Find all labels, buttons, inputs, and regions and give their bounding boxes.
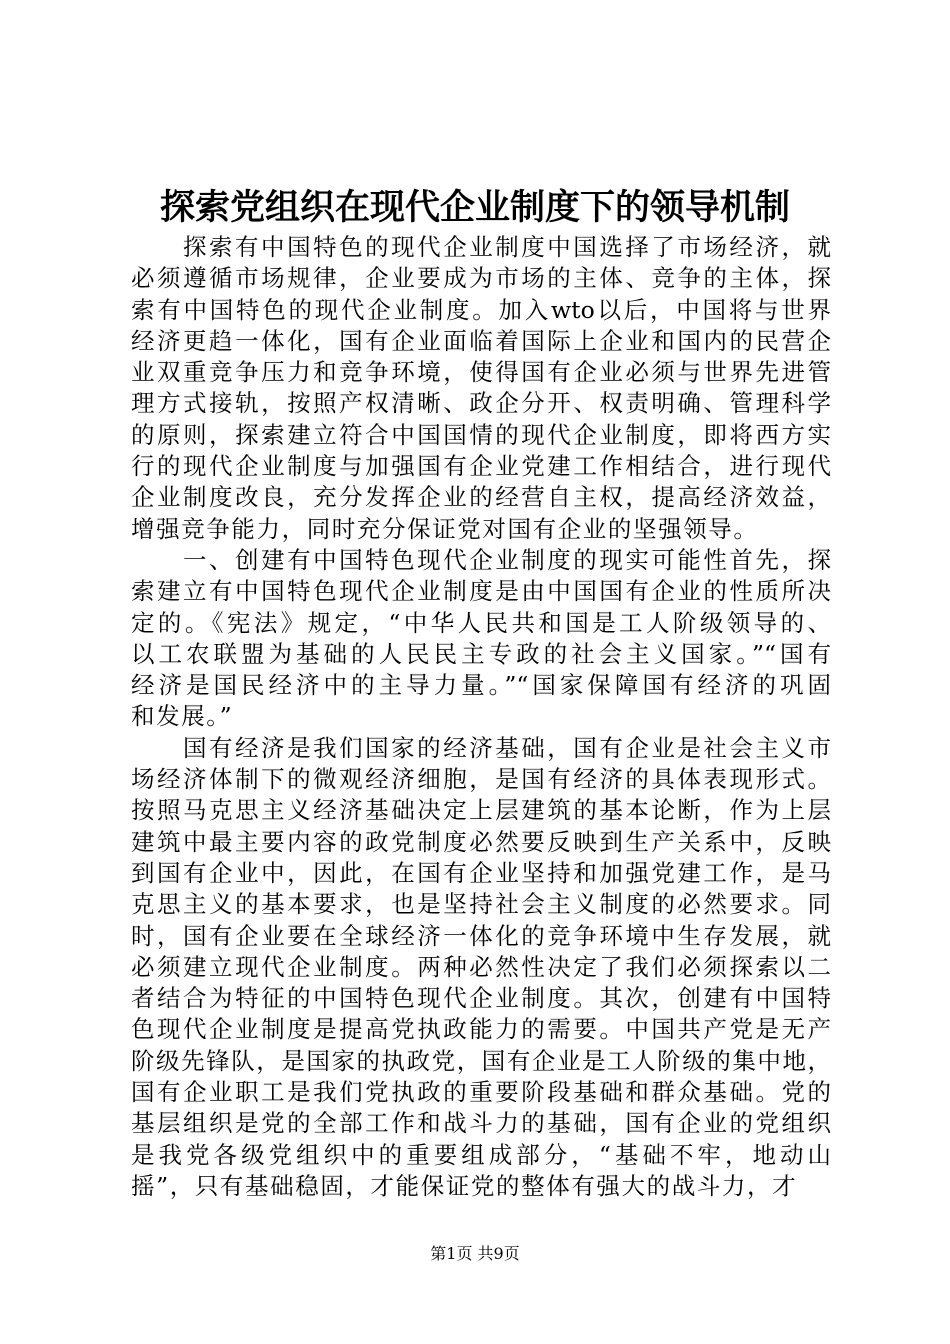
paragraph-line: 阶级先锋队，是国家的执政党，国有企业是工人阶级的集中地， — [131, 1046, 831, 1075]
paragraph-line: 基层组织是党的全部工作和战斗力的基础，国有企业的党组织 — [131, 1109, 831, 1138]
paragraph-line: 索建立有中国特色现代企业制度是由中国国有企业的性质所决 — [131, 577, 831, 606]
paragraph-line: 者结合为特征的中国特色现代企业制度。其次，创建有中国特 — [131, 984, 831, 1013]
paragraph-line: 摇”，只有基础稳固，才能保证党的整体有强大的战斗力，才 — [131, 1171, 798, 1200]
paragraph-line: 必须建立现代企业制度。两种必然性决定了我们必须探索以二 — [131, 952, 831, 981]
paragraph-line: 国有企业职工是我们党执政的重要阶段基础和群众基础。党的 — [131, 1078, 831, 1107]
paragraph-line: 时，国有企业要在全球经济一体化的竞争环境中生存发展，就 — [131, 921, 831, 950]
paragraph-line: 以工农联盟为基础的人民民主专政的社会主义国家。”“国有 — [131, 639, 831, 668]
paragraph-line: 是我党各级党组织中的重要组成部分，“基础不牢，地动山 — [131, 1140, 831, 1169]
paragraph-line: 行的现代企业制度与加强国有企业党建工作相结合，进行现代 — [131, 452, 831, 481]
paragraph-line: 经济是国民经济中的主导力量。”“国家保障国有经济的巩固 — [131, 671, 831, 700]
paragraph — [131, 733, 831, 1202]
paragraph-line: 的原则，探索建立符合中国国情的现代企业制度，即将西方实 — [131, 420, 831, 449]
paragraph — [131, 232, 831, 545]
page-number-footer: 第1页 共9页 — [430, 1244, 520, 1263]
paragraph-line: 探索有中国特色的现代企业制度中国选择了市场经济，就 — [183, 233, 831, 261]
paragraph-line: 到国有企业中，因此，在国有企业坚持和加强党建工作，是马 — [131, 858, 831, 887]
paragraph-line: 业双重竞争压力和竞争环境，使得国有企业必须与世界先进管 — [131, 358, 831, 387]
paragraph-line: 和发展。” — [131, 702, 234, 731]
paragraph-line: 经济更趋一体化，国有企业面临着国际上企业和国内的民营企 — [131, 326, 831, 355]
paragraph-line: 色现代企业制度是提高党执政能力的需要。中国共产党是无产 — [131, 1015, 831, 1044]
paragraph-line: 一、创建有中国特色现代企业制度的现实可能性首先，探 — [183, 545, 831, 574]
paragraph-line: 必须遵循市场规律，企业要成为市场的主体、竞争的主体，探 — [131, 264, 831, 293]
paragraph — [131, 545, 831, 733]
paragraph-line: 企业制度改良，充分发挥企业的经营自主权，提高经济效益， — [131, 483, 831, 512]
paragraph-line: 索有中国特色的现代企业制度。加入wto以后，中国将与世界 — [131, 295, 831, 324]
paragraph-line: 国有经济是我们国家的经济基础，国有企业是社会主义市 — [183, 733, 831, 762]
paragraph-line: 理方式接轨，按照产权清晰、政企分开、权责明确、管理科学 — [131, 389, 831, 418]
paragraph-line: 场经济体制下的微观经济细胞，是国有经济的具体表现形式。 — [131, 765, 831, 794]
document-body — [131, 232, 831, 1202]
paragraph-line: 建筑中最主要内容的政党制度必然要反映到生产关系中，反映 — [131, 827, 831, 856]
paragraph-line: 定的。《宪法》规定，“中华人民共和国是工人阶级领导的、 — [131, 608, 831, 637]
paragraph-line: 克思主义的基本要求，也是坚持社会主义制度的必然要求。同 — [131, 890, 831, 919]
document-title: 探索党组织在现代企业制度下的领导机制 — [159, 187, 790, 228]
paragraph-line: 按照马克思主义经济基础决定上层建筑的基本论断，作为上层 — [131, 796, 831, 825]
paragraph-line: 增强竞争能力，同时充分保证党对国有企业的坚强领导。 — [131, 514, 759, 543]
